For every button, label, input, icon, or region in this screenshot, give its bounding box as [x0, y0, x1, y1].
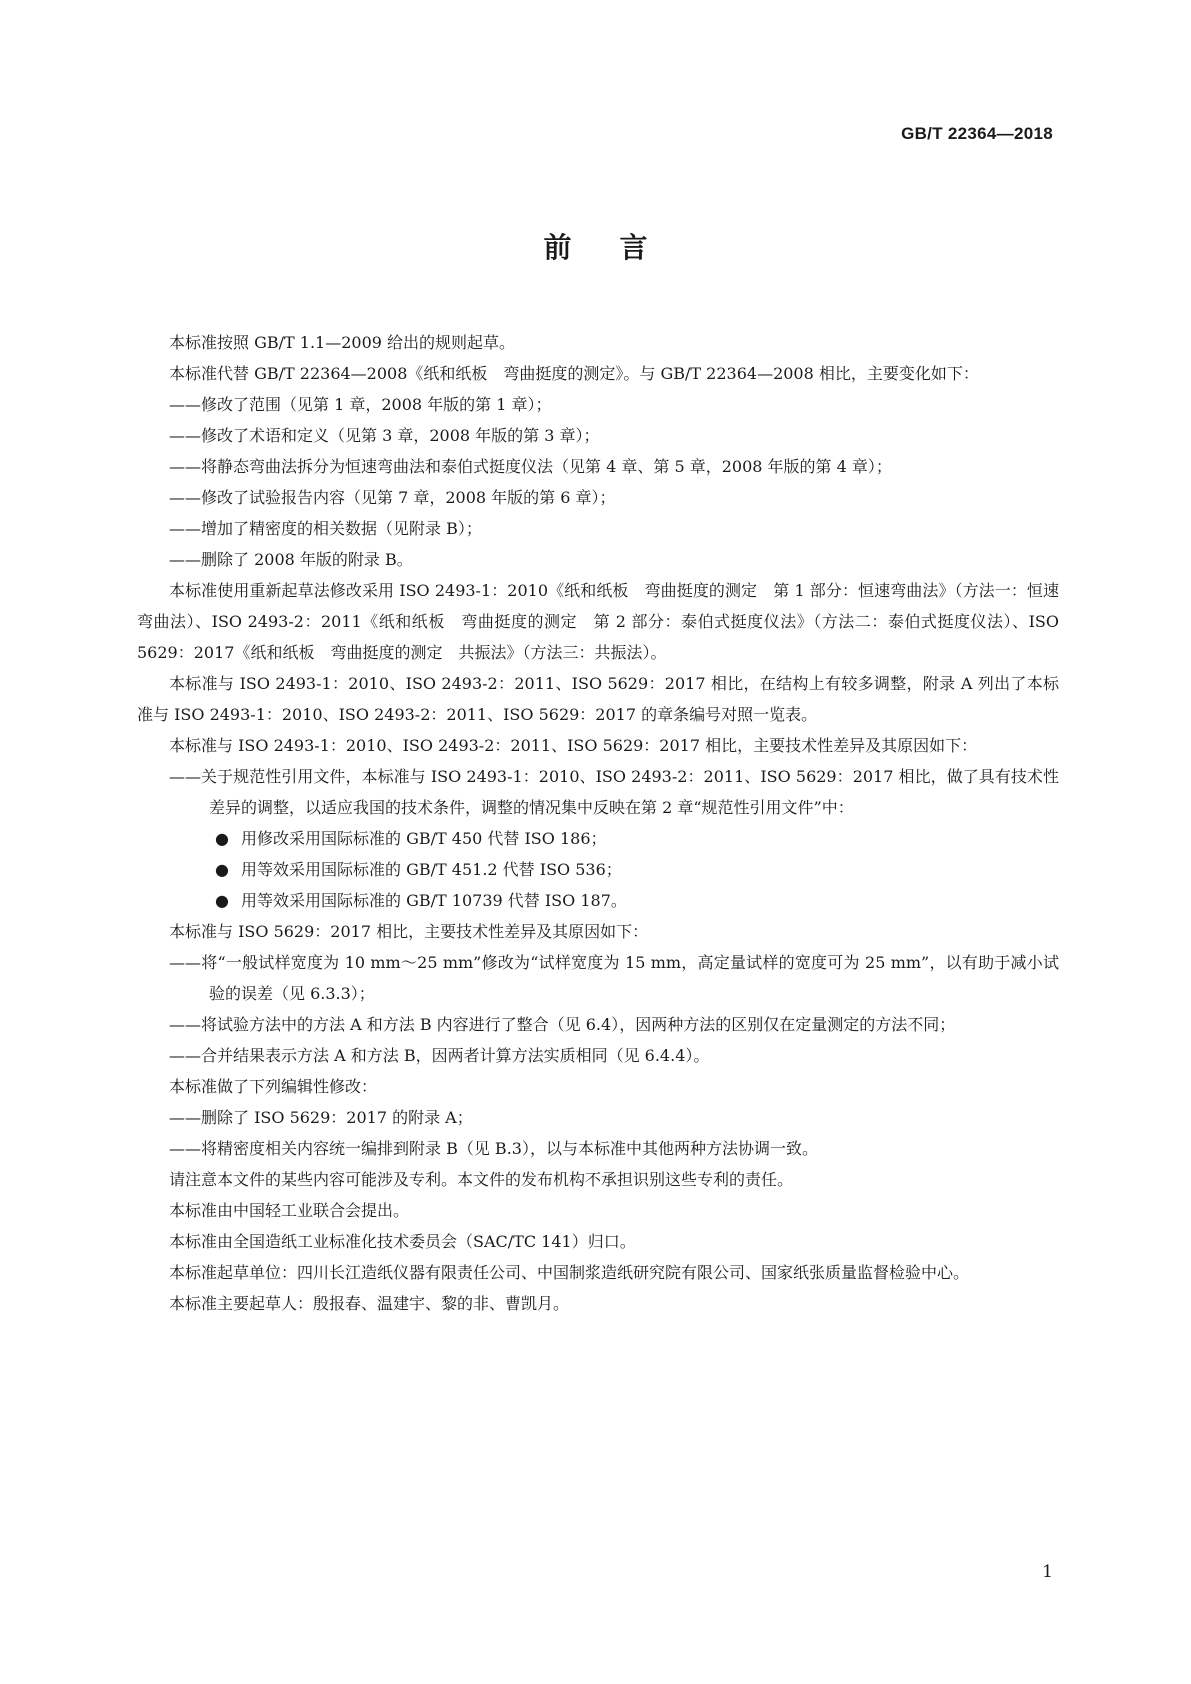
- bullet-item: [137, 823, 1059, 854]
- change-item: ——删除了 2008 年版的附录 B。: [169, 550, 413, 569]
- bullet-dot-icon: ●: [215, 891, 229, 910]
- paragraph-drafters: 本标准主要起草人：殷报春、温建宇、黎的非、曹凯月。: [169, 1294, 570, 1313]
- bullet-text: 用等效采用国际标准的 GB/T 10739 代替 ISO 187。: [241, 891, 627, 910]
- paragraph-proposer: 本标准由中国轻工业联合会提出。: [169, 1201, 410, 1220]
- iso5629-diff-item: ——将试验方法中的方法 A 和方法 B 内容进行了整合（见 6.4），因两种方法的区别仅在定量测定的方法不同；: [169, 1015, 956, 1034]
- standard-code-header: GB/T 22364—2018: [901, 124, 1053, 143]
- paragraph-editorial: 本标准做了下列编辑性修改：: [169, 1077, 378, 1096]
- bullet-text: 用等效采用国际标准的 GB/T 451.2 代替 ISO 536；: [241, 860, 622, 879]
- change-item: ——将静态弯曲法拆分为恒速弯曲法和泰伯式挺度仪法（见第 4 章、第 5 章，2008 年版的第 4 章）；: [169, 457, 892, 476]
- bullet-item: [137, 854, 1059, 885]
- bullet-item: [137, 885, 1059, 916]
- editorial-item: ——将精密度相关内容统一编排到附录 B（见 B.3），以与本标准中其他两种方法协调一致。: [169, 1139, 818, 1158]
- change-item: ——修改了试验报告内容（见第 7 章，2008 年版的第 6 章）；: [169, 488, 616, 507]
- paragraph-drafting-units: 本标准起草单位：四川长江造纸仪器有限责任公司、中国制浆造纸研究院有限公司、国家纸张质量监督检验中心。: [169, 1263, 970, 1282]
- paragraph-replacement: 本标准代替 GB/T 22364—2008《纸和纸板 弯曲挺度的测定》。与 GB/T 22364—2008 相比，主要变化如下：: [169, 364, 979, 383]
- paragraph-patent-notice: 请注意本文件的某些内容可能涉及专利。本文件的发布机构不承担识别这些专利的责任。: [169, 1170, 794, 1189]
- bullet-text: 用修改采用国际标准的 GB/T 450 代替 ISO 186；: [241, 829, 607, 848]
- paragraph-drafting-rules: 本标准按照 GB/T 1.1—2009 给出的规则起草。: [169, 333, 516, 352]
- editorial-item: ——删除了 ISO 5629：2017 的附录 A；: [169, 1108, 473, 1127]
- reference-bullet-list: [137, 823, 1059, 916]
- bullet-dot-icon: ●: [215, 829, 229, 848]
- page-number: 1: [1042, 1562, 1053, 1582]
- paragraph-committee: 本标准由全国造纸工业标准化技术委员会（SAC/TC 141）归口。: [169, 1232, 636, 1251]
- foreword-body: [137, 327, 1059, 1319]
- paragraph-adoption: 本标准使用重新起草法修改采用 ISO 2493-1：2010《纸和纸板 弯曲挺度的测定 第 1 部分：恒速弯曲法》（方法一：恒速弯曲法）、ISO 2493-2：2011《纸和纸板 弯曲挺度的测定 第 2 部分：泰伯式挺度仪法》（方法二：泰伯式挺度仪法）、ISO 5629：2017《纸和纸板 弯曲挺度的测定 共振法》（方法三：共振法）。: [137, 581, 1059, 662]
- iso5629-diff-item: ——将“一般试样宽度为 10 mm～25 mm”修改为“试样宽度为 15 mm，高定量试样的宽度可为 25 mm”，以有助于减小试验的误差（见 6.3.3）；: [169, 953, 1059, 1003]
- change-item: ——增加了精密度的相关数据（见附录 B）；: [169, 519, 482, 538]
- change-item: ——修改了术语和定义（见第 3 章，2008 年版的第 3 章）；: [169, 426, 600, 445]
- page-title: 前言: [543, 231, 696, 264]
- change-item: ——修改了范围（见第 1 章，2008 年版的第 1 章）；: [169, 395, 552, 414]
- bullet-dot-icon: ●: [215, 860, 229, 879]
- tech-difference-item: ——关于规范性引用文件，本标准与 ISO 2493-1：2010、ISO 2493-2：2011、ISO 5629：2017 相比，做了具有技术性差异的调整，以适应我国的技术条件，调整的情况集中反映在第 2 章“规范性引用文件”中：: [169, 767, 1059, 817]
- paragraph-tech-differences: 本标准与 ISO 2493-1：2010、ISO 2493-2：2011、ISO 5629：2017 相比，主要技术性差异及其原因如下：: [169, 736, 978, 755]
- paragraph-iso5629-differences: 本标准与 ISO 5629：2017 相比，主要技术性差异及其原因如下：: [169, 922, 649, 941]
- paragraph-structure: 本标准与 ISO 2493-1：2010、ISO 2493-2：2011、ISO 5629：2017 相比，在结构上有较多调整，附录 A 列出了本标准与 ISO 2493-1：2010、ISO 2493-2：2011、ISO 5629：2017 的章条编号对照一览表。: [137, 674, 1059, 724]
- iso5629-diff-item: ——合并结果表示方法 A 和方法 B，因两者计算方法实质相同（见 6.4.4）。: [169, 1046, 710, 1065]
